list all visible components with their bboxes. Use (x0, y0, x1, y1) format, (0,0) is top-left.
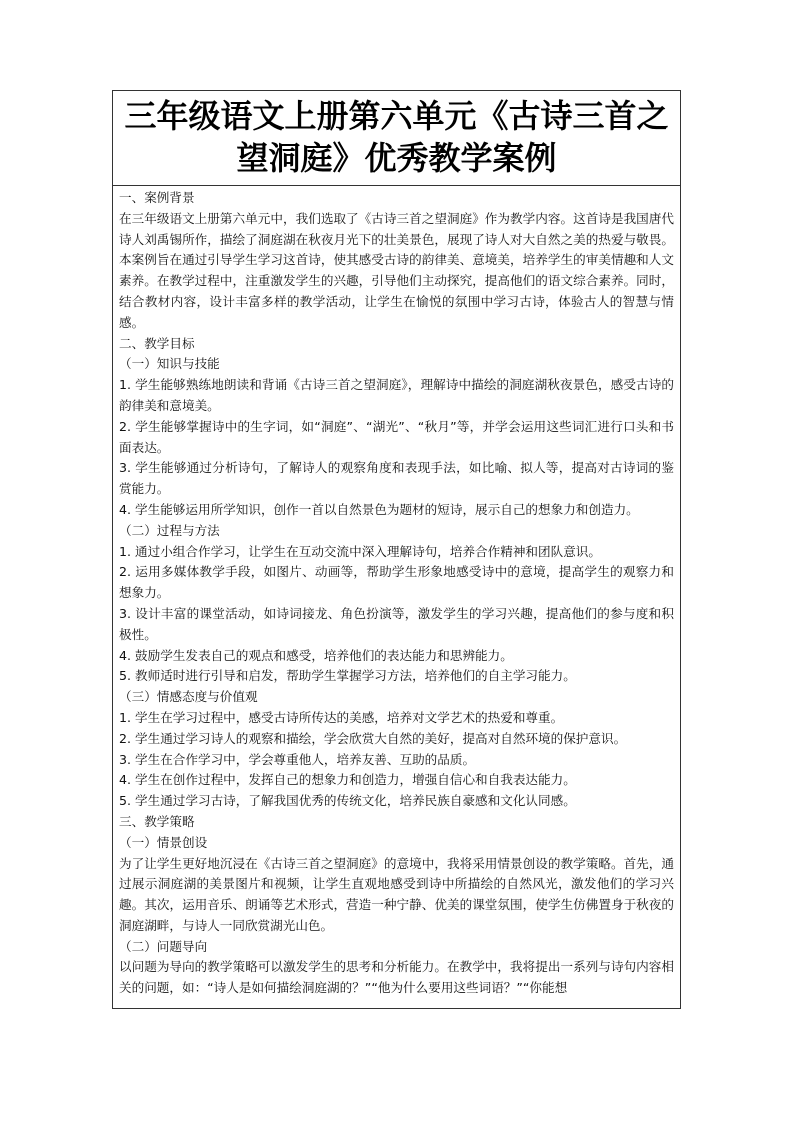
emotion-item-1: 1. 学生在学习过程中，感受古诗所传达的美感，培养对文学艺术的热爱和尊重。 (119, 709, 564, 725)
emotion-item-5: 5. 学生通过学习古诗，了解我国优秀的传统文化，培养民族自豪感和文化认同感。 (119, 793, 576, 809)
subheading-process: （二）过程与方法 (119, 522, 220, 538)
process-item-1: 1. 通过小组合作学习，让学生在互动交流中深入理解诗句，培养合作精神和团队意识。 (119, 543, 601, 559)
knowledge-item-2: 2. 学生能够掌握诗中的生字词，如“洞庭”、“湖光”、“秋月”等，并学会运用这些词汇进行口头和书面表达。 (119, 418, 674, 455)
subheading-question: （二）问题导向 (119, 938, 208, 954)
knowledge-item-3: 3. 学生能够通过分析诗句，了解诗人的观察角度和表现手法，如比喻、拟人等，提高对古诗词的鉴赏能力。 (119, 460, 674, 497)
background-paragraph: 在三年级语文上册第六单元中，我们选取了《古诗三首之望洞庭》作为教学内容。这首诗是我国唐代诗人刘禹锡所作，描绘了洞庭湖在秋夜月光下的壮美景色，展现了诗人对大自然之美的热爱与敬畏。本案例旨在通过引导学生学习这首诗，使其感受古诗的韵律美、意境美，培养学生的审美情趣和人文素养。在教学过程中，注重激发学生的兴趣，引导他们主动探究，提高他们的语文综合素养。同时，结合教材内容，设计丰富多样的教学活动，让学生在愉悦的氛围中学习古诗，体验古人的智慧与情感。 (119, 210, 674, 330)
subheading-knowledge: （一）知识与技能 (119, 356, 220, 372)
knowledge-item-4: 4. 学生能够运用所学知识，创作一首以自然景色为题材的短诗，展示自己的想象力和创造力。 (119, 501, 639, 517)
knowledge-item-1: 1. 学生能够熟练地朗读和背诵《古诗三首之望洞庭》，理解诗中描绘的洞庭湖秋夜景色，感受古诗的韵律美和意境美。 (119, 377, 674, 413)
title-cell (113, 91, 680, 186)
process-item-5: 5. 教师适时进行引导和启发，帮助学生掌握学习方法，培养他们的自主学习能力。 (119, 668, 576, 684)
document-table (112, 90, 681, 1009)
section-heading-strategy: 三、教学策略 (119, 813, 195, 829)
scene-paragraph: 为了让学生更好地沉浸在《古诗三首之望洞庭》的意境中，我将采用情景创设的教学策略。首先，通过展示洞庭湖的美景图片和视频，让学生直观地感受到诗中所描绘的自然风光，激发他们的学习兴趣。其次，运用音乐、朗诵等艺术形式，营造一种宁静、优美的课堂氛围，使学生仿佛置身于秋夜的洞庭湖畔，与诗人一同欣赏湖光山色。 (119, 855, 674, 933)
document-title: 三年级语文上册第六单元《古诗三首之望洞庭》优秀教学案例 (124, 97, 669, 177)
subheading-scene: （一）情景创设 (119, 834, 208, 850)
emotion-item-3: 3. 学生在合作学习中，学会尊重他人，培养友善、互助的品质。 (119, 751, 476, 767)
section-heading-goals: 二、教学目标 (119, 335, 195, 351)
process-item-3: 3. 设计丰富的课堂活动，如诗词接龙、角色扮演等，激发学生的学习兴趣，提高他们的参与度和积极性。 (119, 605, 674, 642)
emotion-item-2: 2. 学生通过学习诗人的观察和描绘，学会欣赏大自然的美好，提高对自然环境的保护意识。 (119, 730, 627, 746)
section-heading-background: 一、案例背景 (119, 190, 195, 205)
subheading-emotion: （三）情感态度与价值观 (119, 689, 258, 705)
process-item-4: 4. 鼓励学生发表自己的观点和感受，培养他们的表达能力和思辨能力。 (119, 647, 513, 663)
process-item-2: 2. 运用多媒体教学手段，如图片、动画等，帮助学生形象地感受诗中的意境，提高学生的观察力和想象力。 (119, 564, 674, 601)
emotion-item-4: 4. 学生在创作过程中，发挥自己的想象力和创造力，增强自信心和自我表达能力。 (119, 772, 576, 788)
question-paragraph: 以问题为导向的教学策略可以激发学生的思考和分析能力。在教学中，我将提出一系列与诗句内容相关的问题，如：“诗人是如何描绘洞庭湖的？”“他为什么要用这些词语？”“你能想 (119, 959, 674, 996)
document-body (113, 186, 680, 999)
